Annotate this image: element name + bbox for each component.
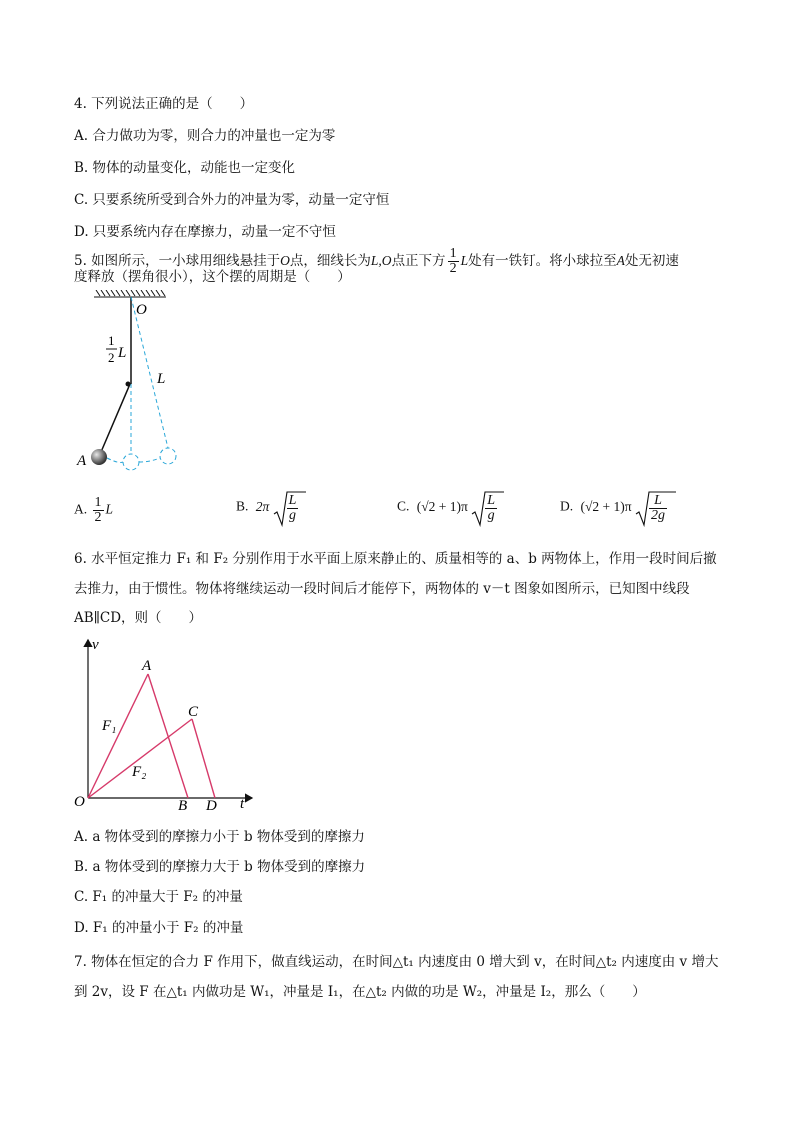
half-l-var: L <box>118 345 127 361</box>
q4-option-d: D. 只要系统内存在摩擦力，动量一定不守恒 <box>74 224 336 240</box>
q4-option-c: C. 只要系统所受到合外力的冲量为零，动量一定守恒 <box>74 192 390 208</box>
b-label: B <box>178 798 188 814</box>
q5-option-b: B. 2π $\frac{L}{g}$ <box>236 490 300 523</box>
q5-o: O <box>280 253 290 268</box>
q6-line3: AB∥CD，则（ ） <box>74 610 203 626</box>
sqrt-icon: $\frac{L}{g}$ <box>273 490 301 523</box>
q5-option-c: C. (√2 + 1)π $\frac{L}{g}$ <box>397 490 499 523</box>
q5-option-a: A. $\frac{1}{2}$ L <box>74 495 114 525</box>
q5-stem-line2: 度释放（摆角很小），这个摆的周期是（ ） <box>74 269 351 285</box>
q5-l: L <box>460 253 469 268</box>
q6-line1: 6. 水平恒定推力 F₁ 和 F₂ 分别作用于水平面上原来静止的、质量相等的 a、b 两物体上，作用一段时间后撤 <box>74 551 717 567</box>
q6-option-a: A. a 物体受到的摩擦力小于 b 物体受到的摩擦力 <box>74 829 365 845</box>
q5-stem-b: 点，细线长为 <box>289 253 371 269</box>
q5-stem-e: 处无初速 <box>624 253 679 269</box>
sqrt-icon: $\frac{L}{g}$ <box>471 490 499 523</box>
q5-l-o: L,O <box>370 253 392 268</box>
vt-graph <box>70 634 260 816</box>
half-l-num: 1 <box>108 333 115 348</box>
ceiling-hatch <box>94 290 166 297</box>
q5-fraction: $\frac{1}{2}$ <box>449 246 457 276</box>
q4-option-a: A. 合力做功为零，则合力的冲量也一定为零 <box>74 128 336 144</box>
q6-line2: 去推力，由于惯性。物体将继续运动一段时间后才能停下，两物体的 v－t 图象如图所示，已知图中线段 <box>74 581 690 597</box>
string-lower <box>101 384 130 452</box>
q7-line1: 7. 物体在恒定的合力 F 作用下，做直线运动，在时间△t₁ 内速度由 0 增大到 v，在时间△t₂ 内速度由 v 增大 <box>74 954 719 970</box>
q7-line2: 到 2v，设 F 在△t₁ 内做功是 W₁，冲量是 I₁，在△t₂ 内做的功是 W₂，冲量是 I₂，那么（ ） <box>74 984 646 1000</box>
q6-option-d: D. F₁ 的冲量小于 F₂ 的冲量 <box>74 920 244 936</box>
d-label: D <box>206 798 217 814</box>
l-label: L <box>157 371 166 387</box>
pendulum-figure <box>70 290 190 475</box>
q4-option-b: B. 物体的动量变化，动能也一定变化 <box>74 160 296 176</box>
o-label: O <box>74 794 85 810</box>
line-cd <box>192 719 215 798</box>
q6-option-c: C. F₁ 的冲量大于 F₂ 的冲量 <box>74 889 243 905</box>
q6-option-b: B. a 物体受到的摩擦力大于 b 物体受到的摩擦力 <box>74 859 366 875</box>
q5-stem-a: 5. 如图所示，一小球用细线悬挂于 <box>74 253 281 269</box>
q5-stem-d: 处有一铁钉。将小球拉至 <box>468 253 617 269</box>
option-a-fraction: $\frac{1}{2}$ <box>94 495 102 525</box>
sqrt-icon: $\frac{L}{2g}$ <box>635 490 669 523</box>
o-label: O <box>136 302 147 318</box>
ball <box>91 449 107 465</box>
dashed-paths <box>107 297 176 470</box>
a-label: A <box>142 658 152 674</box>
f2-label: F₂ <box>132 764 147 780</box>
v-label: v <box>92 637 99 653</box>
t-label: t <box>240 796 245 812</box>
q5-a: A <box>616 253 625 268</box>
f1-label: F₁ <box>102 718 117 734</box>
q5-stem-c: 点正下方 <box>391 253 446 269</box>
c-label: C <box>188 704 199 720</box>
line-ab <box>148 674 188 798</box>
half-l-den: 2 <box>108 350 115 365</box>
a-label: A <box>77 453 87 469</box>
q4-stem: 4. 下列说法正确的是（ ） <box>74 96 254 112</box>
q5-option-d: D. (√2 + 1)π $\frac{L}{2g}$ <box>560 490 669 523</box>
